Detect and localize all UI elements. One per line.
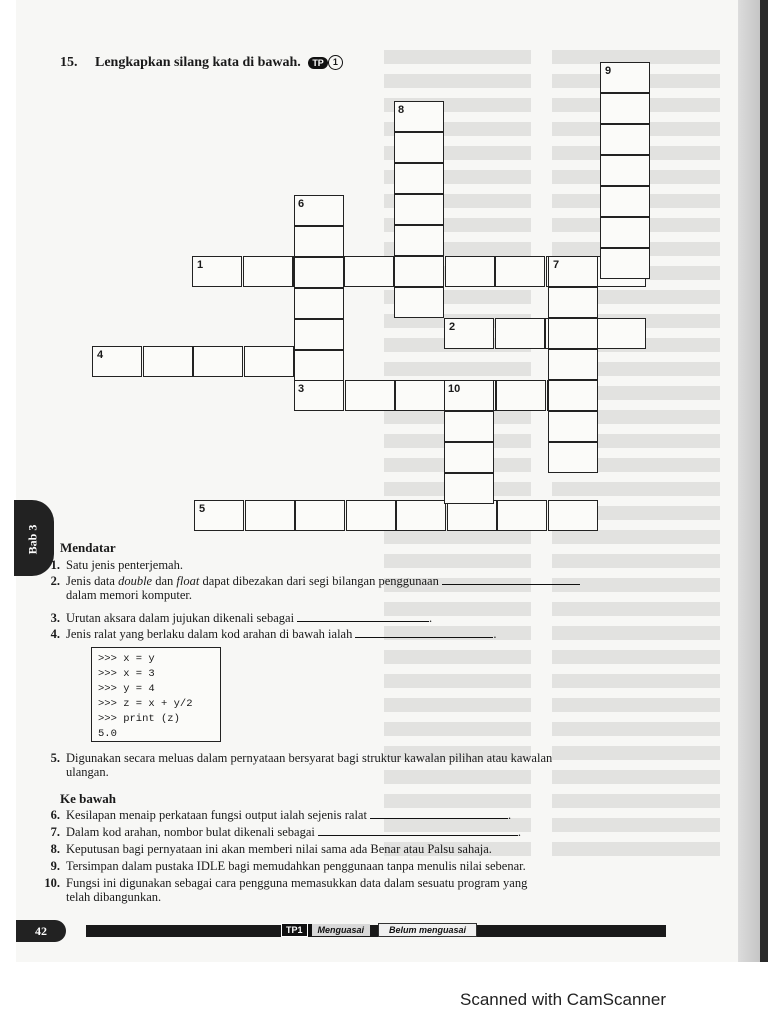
crossword-cell[interactable] [394,256,444,287]
clue-down-9: 9. Tersimpan dalam pustaka IDLE bagi memudahkan penggunaan tanpa menulis nilai sebenar. [50,859,526,873]
clue-across-5: 5. Digunakan secara meluas dalam pernyataan bersyarat bagi struktur kawalan pilihan atau kawalan ulangan. [50,751,553,779]
crossword-cell[interactable] [395,380,445,411]
crossword-cell[interactable] [600,248,650,279]
clue-across-2: 2. Jenis data double dan float dapat dibezakan dari segi bilangan penggunaan dalam memori komputer. [34,574,694,602]
crossword-cell[interactable] [495,318,545,349]
crossword-cell[interactable] [445,256,495,287]
crossword-cell[interactable] [243,256,293,287]
question-15 [60,55,343,71]
code-box: >>> x = y >>> x = 3 >>> y = 4 >>> z = x + y/2 >>> print (z) 5.0 [91,647,221,742]
tp1-label: TP1 [281,923,308,937]
clue-number-label: 10 [448,383,461,395]
clue-down-8: 8. Keputusan bagi pernyataan ini akan memberi nilai sama ada Benar atau Palsu sahaja. [50,842,492,856]
clue-number-label: 6 [298,198,305,210]
crossword-cell[interactable] [600,155,650,186]
clue-number-label: 9 [605,65,612,77]
crossword-cell[interactable] [244,346,294,377]
crossword-cell[interactable] [444,473,494,504]
mastery-indicator [281,922,477,938]
clue-number-label: 2 [449,321,456,333]
answer-blank[interactable] [297,621,429,622]
crossword-cell[interactable] [495,256,545,287]
crossword-cell[interactable] [143,346,193,377]
crossword-cell[interactable] [295,500,345,531]
crossword-cell[interactable] [345,380,395,411]
clue-down-7: 7. Dalam kod arahan, nombor bulat dikenali sebagai . [50,825,522,839]
crossword-cell[interactable] [344,256,394,287]
clue-number-label: 4 [97,349,104,361]
clue-across-1: 1. Satu jenis penterjemah. [50,558,183,572]
mastered-label: Menguasai [308,924,371,936]
page-footer [16,920,666,942]
scanner-watermark: Scanned with CamScanner [460,990,667,1009]
crossword-cell[interactable] [444,411,494,442]
tp-badge: TP [308,57,328,69]
crossword-cell[interactable] [346,500,396,531]
clue-number-label: 7 [553,259,560,271]
crossword-cell[interactable] [444,442,494,473]
crossword-cell[interactable] [193,346,243,377]
question-number: 15. [60,55,78,70]
crossword-cell[interactable] [548,411,598,442]
answer-blank[interactable] [370,818,508,819]
crossword-cell[interactable] [600,124,650,155]
ke-bawah-heading: Ke bawah [60,791,116,806]
crossword-cell[interactable] [294,288,344,319]
crossword-cell[interactable] [294,226,344,257]
not-mastered-checkbox[interactable]: Belum menguasai [378,923,477,937]
tp-level: 1 [328,55,343,70]
clue-number-label: 5 [199,503,206,515]
clue-number-label: 1 [197,259,204,271]
answer-blank[interactable] [355,637,493,638]
question-text: Lengkapkan silang kata di bawah. [95,55,301,70]
crossword-cell[interactable] [294,257,344,288]
clue-number-label: 3 [298,383,305,395]
page-number: 42 [16,920,66,942]
crossword-cell[interactable] [548,442,598,473]
crossword-cell[interactable] [548,318,598,349]
crossword-cell[interactable] [600,217,650,248]
crossword-cell[interactable] [447,500,497,531]
clue-down-6: 6. Kesilapan menaip perkataan fungsi output ialah sejenis ralat . [50,808,512,822]
crossword-cell[interactable] [294,319,344,350]
scan-border [760,0,768,962]
crossword-cell[interactable] [548,287,598,318]
crossword-cell[interactable] [548,349,598,380]
crossword-cell[interactable] [600,93,650,124]
crossword-cell[interactable] [497,500,547,531]
crossword-cell[interactable] [394,132,444,163]
clue-down-10: 10. Fungsi ini digunakan sebagai cara pengguna memasukkan data dalam sesuatu program yang telah dibangunkan. [44,876,528,904]
crossword-cell[interactable] [548,380,598,411]
crossword-cell[interactable] [596,318,646,349]
crossword-cell[interactable] [548,500,598,531]
crossword-cell[interactable] [394,194,444,225]
chapter-label: Bab 3 [25,524,40,555]
crossword-cell[interactable] [600,186,650,217]
crossword-cell[interactable] [394,225,444,256]
crossword-cell[interactable] [496,380,546,411]
crossword-cell[interactable] [245,500,295,531]
mendatar-heading: Mendatar [60,540,116,555]
crossword-cell[interactable] [294,350,344,381]
crossword-cell[interactable] [396,500,446,531]
crossword-cell[interactable] [394,287,444,318]
answer-blank[interactable] [442,584,580,585]
crossword-cell[interactable] [394,163,444,194]
clue-number-label: 8 [398,104,405,116]
clue-across-3: 3. Urutan aksara dalam jujukan dikenali sebagai . [50,611,433,625]
answer-blank[interactable] [318,835,518,836]
clue-across-4: 4. Jenis ralat yang berlaku dalam kod arahan di bawah ialah . [50,627,497,641]
